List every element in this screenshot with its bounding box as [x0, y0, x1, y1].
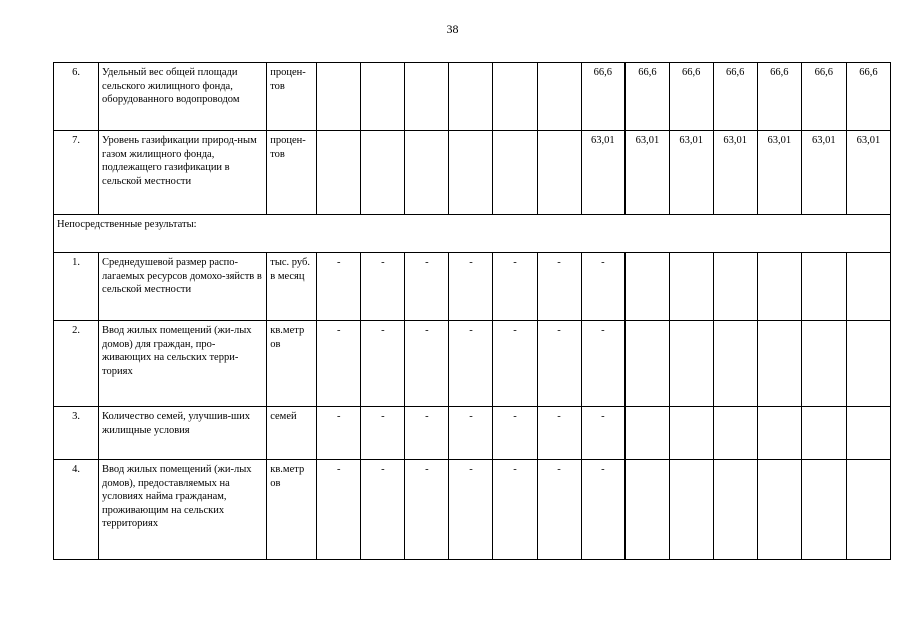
- row-number: 3.: [54, 407, 99, 460]
- row-number: 2.: [54, 321, 99, 407]
- value-cell: 63,01: [625, 131, 669, 215]
- value-cell: -: [405, 253, 449, 321]
- value-cell: 63,01: [757, 131, 801, 215]
- value-cell: [405, 63, 449, 131]
- value-cell: -: [493, 460, 537, 560]
- value-cell: 66,6: [713, 63, 757, 131]
- value-cell: [405, 131, 449, 215]
- value-cell: [493, 63, 537, 131]
- value-cell: [537, 63, 581, 131]
- value-cell: [669, 407, 713, 460]
- indicator-name: Количество семей, улучшив-ших жилищные условия: [99, 407, 267, 460]
- section-row: [54, 215, 891, 253]
- value-cell: [625, 253, 669, 321]
- value-cell: -: [405, 321, 449, 407]
- value-cell: [801, 407, 846, 460]
- row-number: 7.: [54, 131, 99, 215]
- value-cell: 66,6: [757, 63, 801, 131]
- value-cell: -: [449, 460, 493, 560]
- value-cell: -: [405, 460, 449, 560]
- value-cell: -: [449, 253, 493, 321]
- value-cell: [361, 131, 405, 215]
- value-cell: [317, 131, 361, 215]
- value-cell: -: [405, 407, 449, 460]
- value-cell: [757, 253, 801, 321]
- value-cell: -: [361, 460, 405, 560]
- value-cell: [361, 63, 405, 131]
- value-cell: [801, 460, 846, 560]
- indicator-name: Ввод жилых помещений (жи-лых домов), предоставляемых на условиях найма гражданам, проживающим на сельских территориях: [99, 460, 267, 560]
- indicator-name: Ввод жилых помещений (жи-лых домов) для граждан, про-живающих на сельских терри-ториях: [99, 321, 267, 407]
- value-cell: 66,6: [669, 63, 713, 131]
- value-cell: -: [317, 321, 361, 407]
- value-cell: [669, 321, 713, 407]
- value-cell: [669, 460, 713, 560]
- unit-cell: кв.метр ов: [267, 460, 317, 560]
- value-cell: [625, 321, 669, 407]
- value-cell: 66,6: [801, 63, 846, 131]
- value-cell: -: [537, 321, 581, 407]
- value-cell: -: [449, 407, 493, 460]
- value-cell: [757, 407, 801, 460]
- value-cell: -: [537, 253, 581, 321]
- section-label: Непосредственные результаты:: [54, 215, 891, 253]
- value-cell: 63,01: [846, 131, 890, 215]
- value-cell: -: [317, 407, 361, 460]
- value-cell: [537, 131, 581, 215]
- value-cell: -: [361, 253, 405, 321]
- unit-cell: тыс. руб. в месяц: [267, 253, 317, 321]
- value-cell: -: [449, 321, 493, 407]
- value-cell: -: [493, 321, 537, 407]
- value-cell: [713, 407, 757, 460]
- row-number: 4.: [54, 460, 99, 560]
- value-cell: 66,6: [846, 63, 890, 131]
- indicator-name: Удельный вес общей площади сельского жилищного фонда, оборудованного водопроводом: [99, 63, 267, 131]
- value-cell: [757, 321, 801, 407]
- value-cell: -: [361, 407, 405, 460]
- value-cell: 63,01: [801, 131, 846, 215]
- unit-cell: процен-тов: [267, 131, 317, 215]
- value-cell: 66,6: [581, 63, 625, 131]
- unit-cell: кв.метр ов: [267, 321, 317, 407]
- value-cell: 63,01: [713, 131, 757, 215]
- value-cell: 63,01: [669, 131, 713, 215]
- indicators-table: [53, 62, 891, 560]
- value-cell: -: [581, 460, 625, 560]
- value-cell: [757, 460, 801, 560]
- value-cell: [317, 63, 361, 131]
- table-row: [54, 63, 891, 131]
- table-row: [54, 131, 891, 215]
- rows-bottom: [54, 253, 891, 560]
- value-cell: [846, 460, 890, 560]
- value-cell: [713, 321, 757, 407]
- value-cell: [625, 460, 669, 560]
- value-cell: 66,6: [625, 63, 669, 131]
- value-cell: -: [581, 321, 625, 407]
- value-cell: -: [493, 407, 537, 460]
- unit-cell: семей: [267, 407, 317, 460]
- table-row: [54, 253, 891, 321]
- indicator-name: Среднедушевой размер распо-лагаемых ресурсов домохо-зяйств в сельской местности: [99, 253, 267, 321]
- value-cell: [846, 253, 890, 321]
- value-cell: -: [493, 253, 537, 321]
- indicator-name: Уровень газификации природ-ным газом жилищного фонда, подлежащего газификации в сельской местности: [99, 131, 267, 215]
- value-cell: [713, 460, 757, 560]
- page-number: 38: [446, 22, 459, 36]
- value-cell: -: [317, 253, 361, 321]
- table-row: [54, 321, 891, 407]
- value-cell: [713, 253, 757, 321]
- value-cell: [449, 131, 493, 215]
- value-cell: [669, 253, 713, 321]
- value-cell: [801, 321, 846, 407]
- value-cell: -: [317, 460, 361, 560]
- value-cell: [493, 131, 537, 215]
- value-cell: [846, 407, 890, 460]
- row-number: 1.: [54, 253, 99, 321]
- value-cell: -: [537, 460, 581, 560]
- value-cell: -: [581, 253, 625, 321]
- table-row: [54, 407, 891, 460]
- rows-top: [54, 63, 891, 215]
- table-row: [54, 460, 891, 560]
- row-number: 6.: [54, 63, 99, 131]
- value-cell: [449, 63, 493, 131]
- value-cell: [801, 253, 846, 321]
- value-cell: [846, 321, 890, 407]
- value-cell: [625, 407, 669, 460]
- unit-cell: процен-тов: [267, 63, 317, 131]
- value-cell: -: [581, 407, 625, 460]
- value-cell: -: [537, 407, 581, 460]
- value-cell: -: [361, 321, 405, 407]
- value-cell: 63,01: [581, 131, 625, 215]
